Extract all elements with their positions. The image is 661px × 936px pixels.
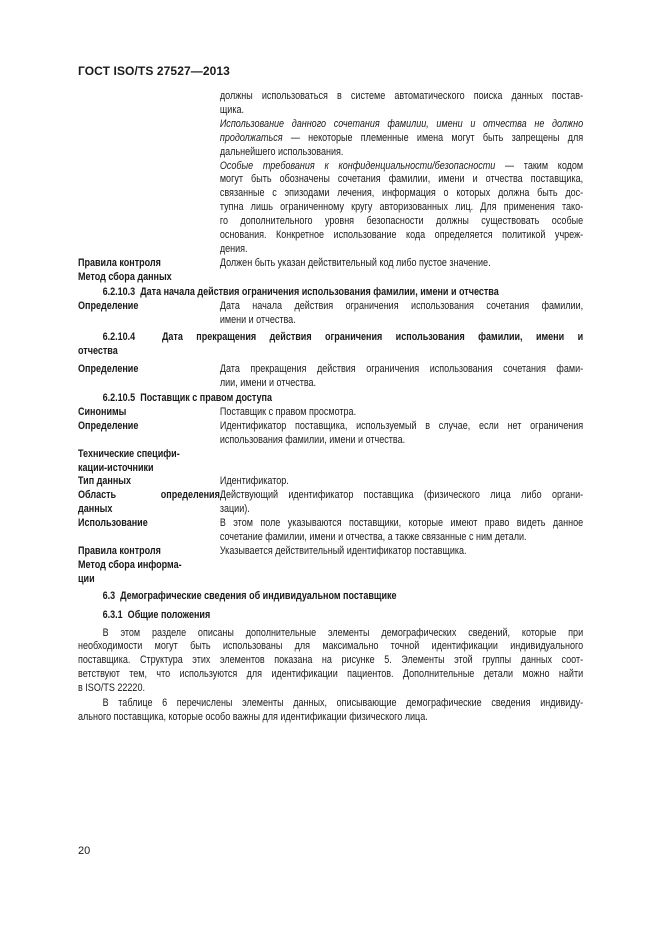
definition-label bbox=[78, 517, 220, 545]
label-line bbox=[78, 489, 220, 503]
definition-label bbox=[78, 257, 220, 271]
label-line bbox=[78, 559, 220, 573]
text-segment: основания. Конкретное использование кода определяется политикой учреж- bbox=[219, 229, 584, 242]
value-line bbox=[220, 118, 583, 132]
text-segment: сочетание фамилии, имени и отчества, а также связанные с ним детали. bbox=[219, 531, 527, 544]
label-line bbox=[78, 573, 220, 587]
text-segment: зации). bbox=[219, 503, 250, 516]
label-line bbox=[78, 420, 220, 434]
text-segment: Определение bbox=[78, 419, 139, 432]
heading-line bbox=[78, 331, 583, 345]
text-segment: щика. bbox=[219, 103, 244, 116]
definition-row bbox=[78, 559, 583, 587]
text-segment: в ISO/TS 22220. bbox=[78, 682, 145, 695]
paragraph-line bbox=[78, 627, 583, 641]
label-line bbox=[78, 300, 220, 314]
text-segment: Технические специфи- bbox=[78, 447, 180, 460]
value-line bbox=[220, 215, 583, 229]
page-number: 20 bbox=[78, 845, 91, 857]
text-segment: Идентификатор. bbox=[219, 475, 289, 488]
italic-text-segment: Использование данного сочетания фамилии, имени и отчества не должно bbox=[219, 117, 584, 130]
text-segment: — таким кодом bbox=[495, 159, 584, 172]
value-line bbox=[220, 257, 583, 271]
text-segment: 6.2.10.4 Дата прекращения действия ограничения использования фамилии, имени и bbox=[102, 331, 584, 344]
value-line bbox=[220, 545, 583, 559]
text-segment: Правила контроля bbox=[78, 256, 161, 269]
definition-value bbox=[220, 517, 583, 545]
definition-row bbox=[78, 271, 583, 285]
text-segment: 6.2.10.3 Дата начала действия ограничения использования фамилии, имени и отчества bbox=[102, 285, 499, 298]
definition-label bbox=[78, 545, 220, 559]
label-line bbox=[78, 545, 220, 559]
value-line bbox=[220, 517, 583, 531]
value-line bbox=[220, 146, 583, 160]
value-line bbox=[220, 90, 583, 104]
definition-row bbox=[78, 363, 583, 391]
label-line bbox=[78, 503, 220, 517]
heading-line bbox=[78, 345, 583, 359]
definition-value bbox=[220, 545, 583, 559]
text-segment: дения. bbox=[219, 242, 248, 255]
heading-line bbox=[78, 609, 583, 623]
definition-row bbox=[78, 90, 583, 257]
text-segment: связанные с эпизодами лечения, информация о которых должна быть дос- bbox=[219, 187, 584, 200]
text-segment: Определение bbox=[78, 299, 139, 312]
text-segment: 6.3 Демографические сведения об индивидуальном поставщике bbox=[102, 589, 397, 602]
text-segment: — некоторые племенные имена могут быть запрещены для bbox=[282, 131, 584, 144]
definition-value bbox=[220, 257, 583, 271]
label-line bbox=[78, 406, 220, 420]
text-segment: Правила контроля bbox=[78, 545, 161, 557]
text-segment: Область определения bbox=[78, 489, 220, 502]
section-heading bbox=[78, 286, 583, 300]
text-segment: Использование bbox=[78, 517, 148, 530]
value-line bbox=[220, 132, 583, 146]
definition-value bbox=[220, 363, 583, 391]
text-segment: В таблице 6 перечислены элементы данных, описывающие демографические сведения индивиду- bbox=[102, 697, 584, 710]
definition-value bbox=[220, 406, 583, 420]
definition-label bbox=[78, 271, 220, 285]
definition-label bbox=[78, 406, 220, 420]
text-segment: В этом разделе описаны дополнительные элементы демографических сведений, которые при bbox=[102, 626, 584, 639]
definition-row bbox=[78, 489, 583, 517]
definition-label bbox=[78, 420, 220, 448]
definition-value bbox=[220, 489, 583, 517]
label-line bbox=[78, 475, 220, 489]
label-line bbox=[78, 257, 220, 271]
definition-value bbox=[220, 300, 583, 328]
text-segment: Метод сбора данных bbox=[78, 270, 172, 283]
paragraph bbox=[78, 627, 583, 697]
label-line bbox=[78, 271, 220, 285]
text-segment: могут быть обозначены сочетания фамилии, имени и отчества поставщика, bbox=[219, 173, 584, 186]
text-segment: В этом поле указываются поставщики, которые имеют право видеть данное bbox=[219, 517, 584, 530]
heading-line bbox=[78, 286, 583, 300]
paragraph-line bbox=[78, 668, 583, 682]
value-line bbox=[220, 104, 583, 118]
label-line bbox=[78, 462, 220, 476]
text-segment: данных bbox=[78, 503, 113, 516]
text-segment: го дополнительного уровня безопасности должны существовать особые bbox=[219, 215, 584, 228]
value-line bbox=[220, 300, 583, 314]
text-segment: имени и отчества. bbox=[219, 313, 296, 326]
value-line bbox=[220, 531, 583, 545]
text-segment: Синонимы bbox=[78, 405, 127, 418]
heading-line bbox=[78, 392, 583, 406]
text-segment: Метод сбора информа- bbox=[78, 558, 182, 571]
text-segment: необходимости могут быть использованы для максимально точной идентификации индивидуального bbox=[78, 640, 584, 653]
section-heading bbox=[78, 609, 583, 623]
definition-row bbox=[78, 406, 583, 420]
definition-value bbox=[220, 559, 583, 587]
text-segment: Идентификатор поставщика, используемый в случае, если нет ограничения bbox=[219, 419, 584, 432]
definition-row bbox=[78, 517, 583, 545]
definition-row bbox=[78, 545, 583, 559]
heading-line bbox=[78, 590, 583, 604]
text-segment: Действующий идентификатор поставщика (физического лица либо органи- bbox=[219, 489, 584, 502]
value-line bbox=[220, 160, 583, 174]
text-segment: ального поставщика, которые особо важны для идентификации физического лица. bbox=[78, 710, 428, 723]
definition-row bbox=[78, 420, 583, 448]
section-heading bbox=[78, 590, 583, 604]
text-segment: 6.3.1 Общие положения bbox=[102, 608, 211, 621]
value-line bbox=[220, 363, 583, 377]
definition-value bbox=[220, 271, 583, 285]
paragraph-line bbox=[78, 711, 583, 725]
paragraph-line bbox=[78, 682, 583, 696]
document-header: ГОСТ ISO/TS 27527—2013 bbox=[78, 64, 230, 78]
definition-value bbox=[220, 90, 583, 257]
definition-label bbox=[78, 489, 220, 517]
definition-row bbox=[78, 448, 583, 476]
text-segment: лии, имени и отчества. bbox=[219, 377, 317, 390]
value-line bbox=[220, 406, 583, 420]
paragraph-line bbox=[78, 654, 583, 668]
text-segment: 6.2.10.5 Поставщик с правом доступа bbox=[102, 392, 273, 405]
value-line bbox=[220, 475, 583, 489]
definition-value bbox=[220, 420, 583, 448]
value-line bbox=[220, 420, 583, 434]
paragraph-line bbox=[78, 640, 583, 654]
text-segment: Дата начала действия ограничения использования сочетания фамилии, bbox=[219, 299, 584, 312]
value-line bbox=[220, 187, 583, 201]
section-heading bbox=[78, 331, 583, 359]
text-segment: должны использоваться в системе автоматического поиска данных постав- bbox=[219, 90, 584, 102]
value-line bbox=[220, 201, 583, 215]
definition-label bbox=[78, 559, 220, 587]
text-segment: поставщика. Структура этих элементов показана на рисунке 5. Элементы этой группы данных соот- bbox=[78, 654, 584, 667]
text-segment: ции bbox=[78, 572, 95, 585]
definition-row bbox=[78, 300, 583, 328]
text-segment: тупна лишь ограниченному кругу авторизованных лиц. Для применения тако- bbox=[219, 201, 584, 214]
value-line bbox=[220, 243, 583, 257]
paragraph bbox=[78, 697, 583, 725]
definition-row bbox=[78, 475, 583, 489]
label-line bbox=[78, 448, 220, 462]
text-segment: Должен быть указан действительный код либо пустое значение. bbox=[219, 256, 491, 269]
label-line bbox=[78, 363, 220, 377]
value-line bbox=[220, 314, 583, 328]
value-line bbox=[220, 229, 583, 243]
text-segment: Определение bbox=[78, 363, 139, 376]
value-line bbox=[220, 503, 583, 517]
section-heading bbox=[78, 392, 583, 406]
definition-value bbox=[220, 475, 583, 489]
text-segment: дальнейшего использования. bbox=[219, 145, 344, 158]
definition-label bbox=[78, 300, 220, 328]
paragraph-line bbox=[78, 697, 583, 711]
definition-label bbox=[78, 448, 220, 476]
text-segment: Тип данных bbox=[78, 475, 132, 488]
definition-label bbox=[78, 90, 220, 257]
italic-text-segment: продолжаться bbox=[219, 131, 283, 144]
text-segment: Дата прекращения действия ограничения использования сочетания фами- bbox=[219, 363, 584, 376]
value-line bbox=[220, 434, 583, 448]
text-segment: использования фамилии, имени и отчества. bbox=[219, 433, 406, 446]
text-segment: Указывается действительный идентификатор поставщика. bbox=[219, 545, 467, 557]
text-segment: кации-источники bbox=[78, 461, 154, 474]
value-line bbox=[220, 377, 583, 391]
italic-text-segment: Особые требования к конфиденциальности/безопасности bbox=[219, 159, 496, 172]
text-segment: отчества bbox=[78, 345, 118, 358]
definition-row bbox=[78, 257, 583, 271]
label-line bbox=[78, 517, 220, 531]
definition-label bbox=[78, 363, 220, 391]
definition-label bbox=[78, 475, 220, 489]
value-line bbox=[220, 489, 583, 503]
definition-value bbox=[220, 448, 583, 476]
text-segment: Поставщик с правом просмотра. bbox=[219, 405, 357, 418]
document-content bbox=[78, 90, 583, 725]
text-segment: ветствуют тем, что используются для идентификации пациентов. Дополнительные детали можно найти bbox=[78, 668, 584, 681]
value-line bbox=[220, 173, 583, 187]
